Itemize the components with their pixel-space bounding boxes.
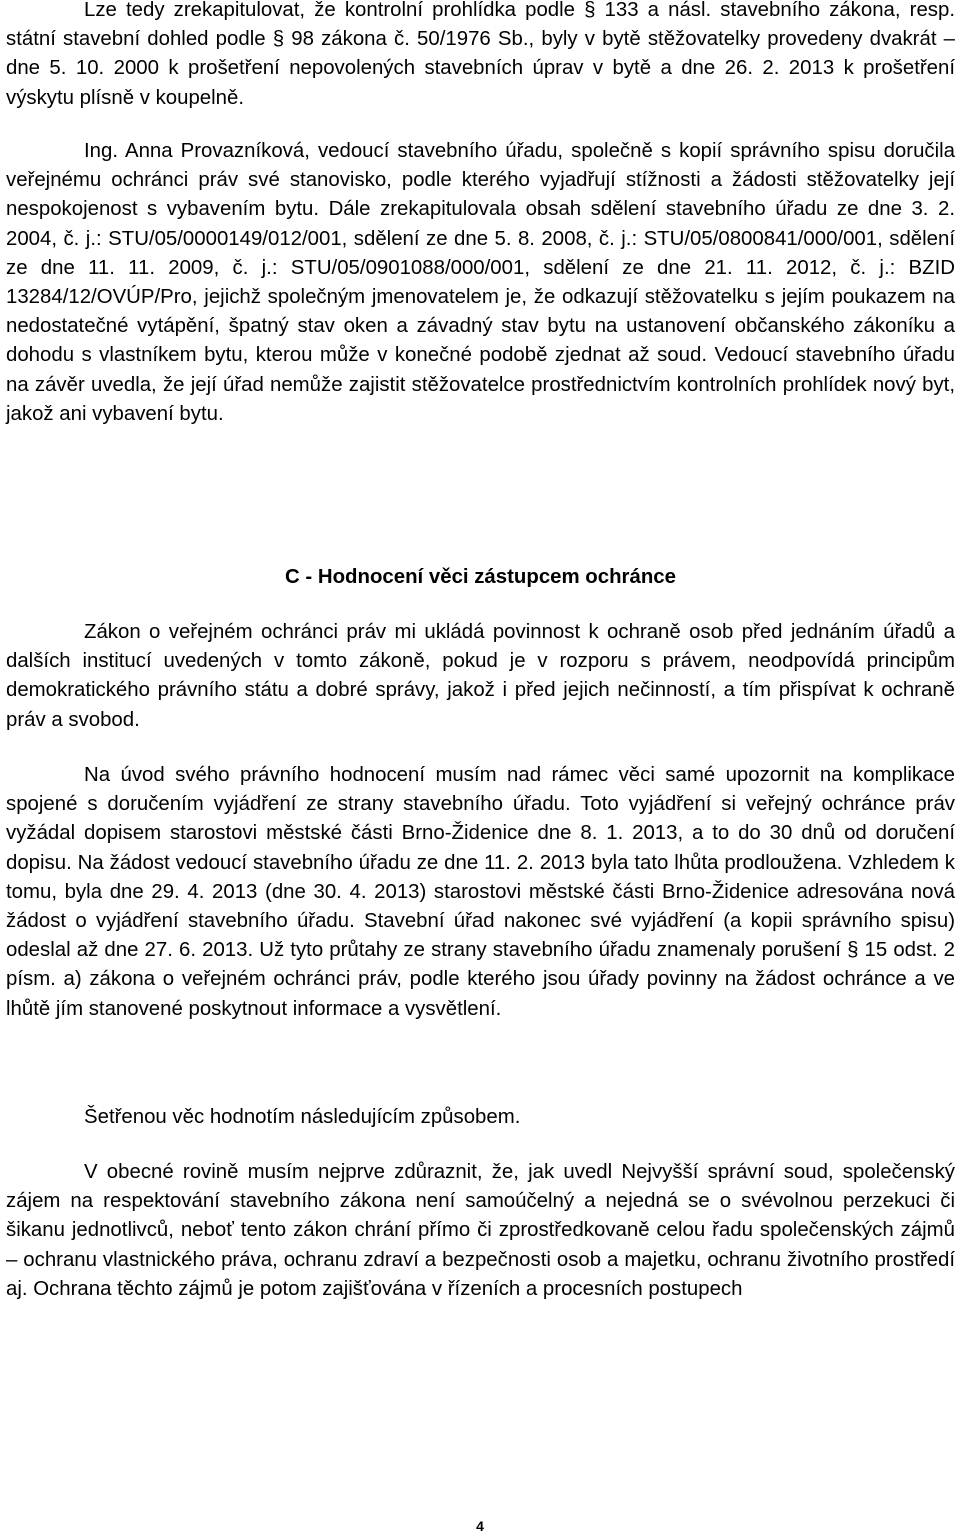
paragraph-assessment-intro: Šetřenou věc hodnotím následujícím způsobem. [84,1106,521,1128]
page-number: 4 [476,1518,484,1534]
paragraph-ombudsman-duty: Zákon o veřejném ochránci práv mi ukládá povinnost k ochraně osob před jednáním úřadů a dalších institucí uvedených v tomto zákoně, pokud je v rozporu s právem, neodpovídá principům demokratického právního státu a dobré správy, jakož i před jejich nečinností, a tím přispívat k ochraně práv a svobod. [6,621,955,731]
paragraph-delivery-complications: Na úvod svého právního hodnocení musím nad rámec věci samé upozornit na komplikace spojené s doručením vyjádření ze strany stavebního úřadu. Toto vyjádření si veřejný ochránce práv vyžádal dopisem starostovi městské části Brno-Židenice dne 8. 1. 2013, a to do 30 dnů od doručení dopisu. Na žádost vedoucí stavebního úřadu ze dne 11. 2. 2013 byla tato lhůta prodloužena. Vzhledem k tomu, byla dne 29. 4. 2013 (dne 30. 4. 2013) starostovi městské části Brno-Židenice adresována nová žádost o vyjádření stavebního úřadu. Stavební úřad nakonec své vyjádření (a kopii správního spisu) odeslal až dne 27. 6. 2013. Už tyto průtahy ze strany stavebního úřadu znamenaly porušení § 15 odst. 2 písm. a) zákona o veřejném ochránci práv, podle kterého jsou úřady povinny na žádost ochránce a ve lhůtě jím stanovené poskytnout informace a vysvětlení. [6,764,955,1020]
paragraph-office-statement: Ing. Anna Provazníková, vedoucí stavebního úřadu, společně s kopií správního spisu doručila veřejnému ochránci práv své stanovisko, podle kterého vyjadřují stížnosti a žádosti stěžovatelky její nespokojenost s vybavením bytu. Dále zrekapitulovala obsah sdělení stavebního úřadu ze dne 3. 2. 2004, č. j.: STU/05/0000149/012/001, sdělení ze dne 5. 8. 2008, č. j.: STU/05/0800841/000/001, sdělení ze dne 11. 11. 2009, č. j.: STU/05/0901088/000/001, sdělení ze dne 21. 11. 2012, č. j.: BZID 13284/12/OVÚP/Pro, jejichž společným jmenovatelem je, že odkazují stěžovatelku s jejím poukazem na nedostatečné vytápění, špatný stav oken a závadný stav bytu na ustanovení občanského zákoníku a dohodu s vlastníkem bytu, kterou může v konečné podobě zjednat až soud. Vedoucí stavebního úřadu na závěr uvedla, že její úřad nemůže zajistit stěžovatelce prostřednictvím kontrolních prohlídek nový byt, jakož ani vybavení bytu. [6,140,955,425]
section-heading: C - Hodnocení věci zástupcem ochránce [285,566,676,588]
paragraph-recap-inspections: Lze tedy zrekapitulovat, že kontrolní prohlídka podle § 133 a násl. stavebního zákona, resp. státní stavební dohled podle § 98 zákona č. 50/1976 Sb., byly v bytě stěžovatelky provedeny dvakrát – dne 5. 10. 2000 k prošetření nepovolených stavebních úprav v bytě a dne 26. 2. 2013 k prošetření výskytu plísně v koupelně. [6,0,955,109]
paragraph-general-principles: V obecné rovině musím nejprve zdůraznit, že, jak uvedl Nejvyšší správní soud, společenský zájem na respektování stavebního zákona není samoúčelný a nejedná se o svévolnou perzekuci či šikanu jednotlivců, neboť tento zákon chrání přímo či zprostředkovaně celou řadu společenských zájmů – ochranu vlastnického práva, ochranu zdraví a bezpečnosti osob a majetku, ochranu životního prostředí aj. Ochrana těchto zájmů je potom zajišťována v řízeních a procesních postupech [6,1161,955,1300]
